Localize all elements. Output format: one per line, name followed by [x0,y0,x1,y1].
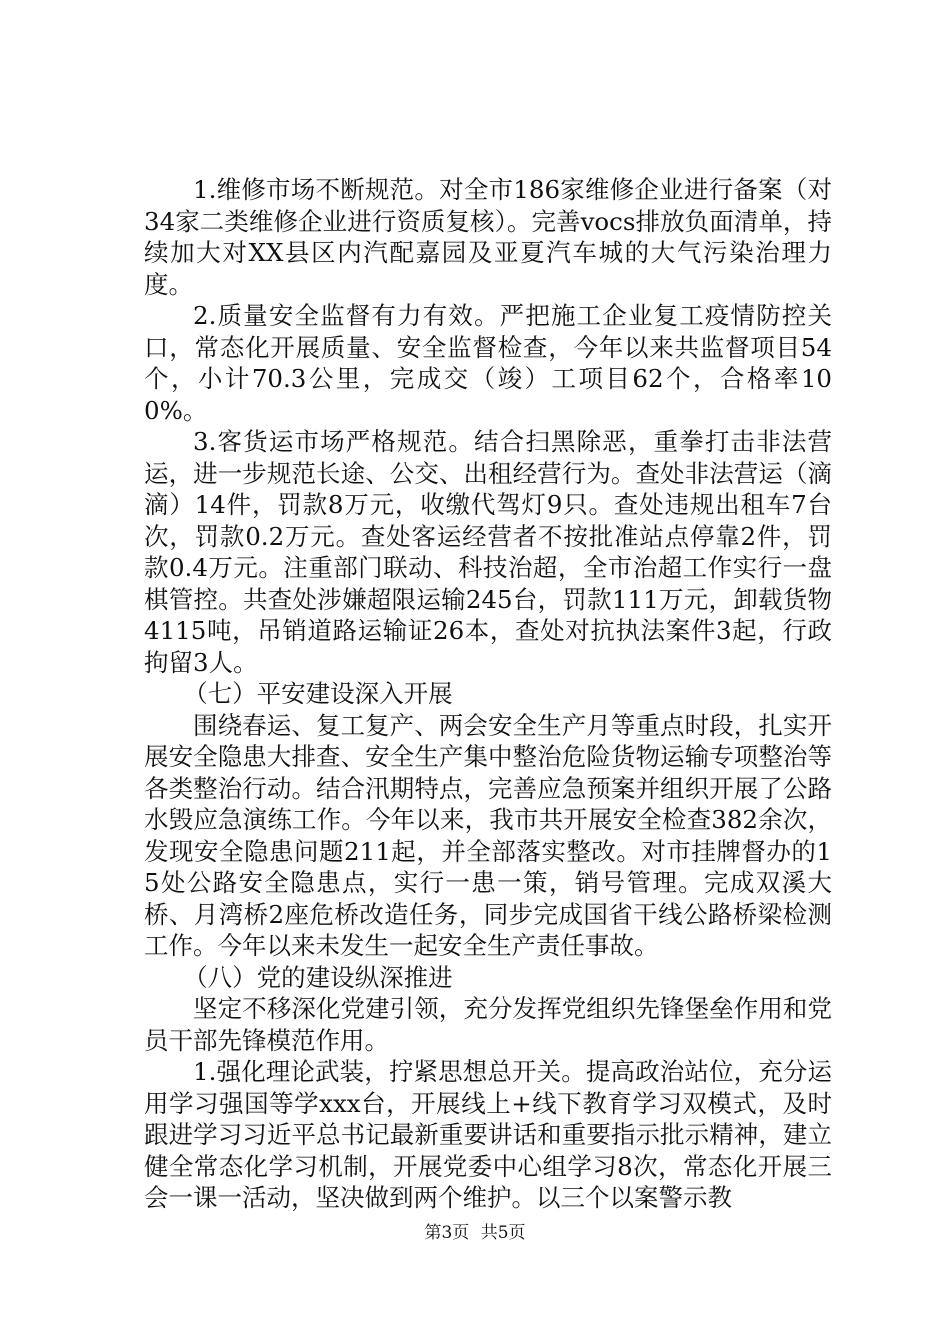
section-heading-eight: （八）党的建设纵深推进 [183,962,453,992]
page-total: 共5页 [480,1223,526,1243]
section-heading-seven: （七）平安建设深入开展 [183,679,453,708]
paragraph-quality-safety: 2.质量安全监督有力有效。严把施工企业复工疫情防控关口，常态化开展质量、安全监督检查，今年以来共监督项目54个，小计70.3公里，完成交（竣）工项目62个，合格率100%。 [144,301,832,425]
paragraph-transport-market: 3.客货运市场严格规范。结合扫黑除恶，重拳打击非法营运，进一步规范长途、公交、出租经营行为。查处非法营运（滴滴）14件，罚款8万元，收缴代驾灯9只。查处违规出租车7台次，罚款0.2万元。查处客运经营者不按批准站点停靠2件，罚款0.4万元。注重部门联动、科技治超，全市治超工作实行一盘棋管控。共查处涉嫌超限运输245台，罚款111万元，卸载货物4115吨，吊销道路运输证26本，查处对抗执法案件3起，行政拘留3人。 [144,427,832,677]
document-body [144,174,832,1214]
paragraph-safety-construction: 围绕春运、复工复产、两会安全生产月等重点时段，扎实开展安全隐患大排查、安全生产集中整治危险货物运输专项整治等各类整治行动。结合汛期特点，完善应急预案并组织开展了公路水毁应急演练工作。今年以来，我市共开展安全检查382余次，发现安全隐患问题211起，并全部落实整改。对市挂牌督办的15处公路安全隐患点，实行一患一策，销号管理。完成双溪大桥、月湾桥2座危桥改造任务，同步完成国省干线公路桥梁检测工作。今年以来未发生一起安全生产责任事故。 [144,710,832,960]
page-footer [0,1222,950,1244]
page-number: 第3页 [424,1223,470,1243]
paragraph-theory-study: 1.强化理论武装，拧紧思想总开关。提高政治站位，充分运用学习强国等学xxx台，开展线上+线下教育学习双模式，及时跟进学习习近平总书记最新重要讲话和重要指示批示精神，建立健全常态化学习机制，开展党委中心组学习8次，常态化开展三会一课一活动，坚决做到两个维护。以三个以案警示教 [144,1057,832,1212]
paragraph-maintenance-market: 1.维修市场不断规范。对全市186家维修企业进行备案（对34家二类维修企业进行资质复核）。完善vocs排放负面清单，持续加大对XX县区内汽配嘉园及亚夏汽车城的大气污染治理力度。 [144,175,832,299]
paragraph-party-building: 坚定不移深化党建引领，充分发挥党组织先锋堡垒作用和党员干部先锋模范作用。 [144,994,832,1055]
